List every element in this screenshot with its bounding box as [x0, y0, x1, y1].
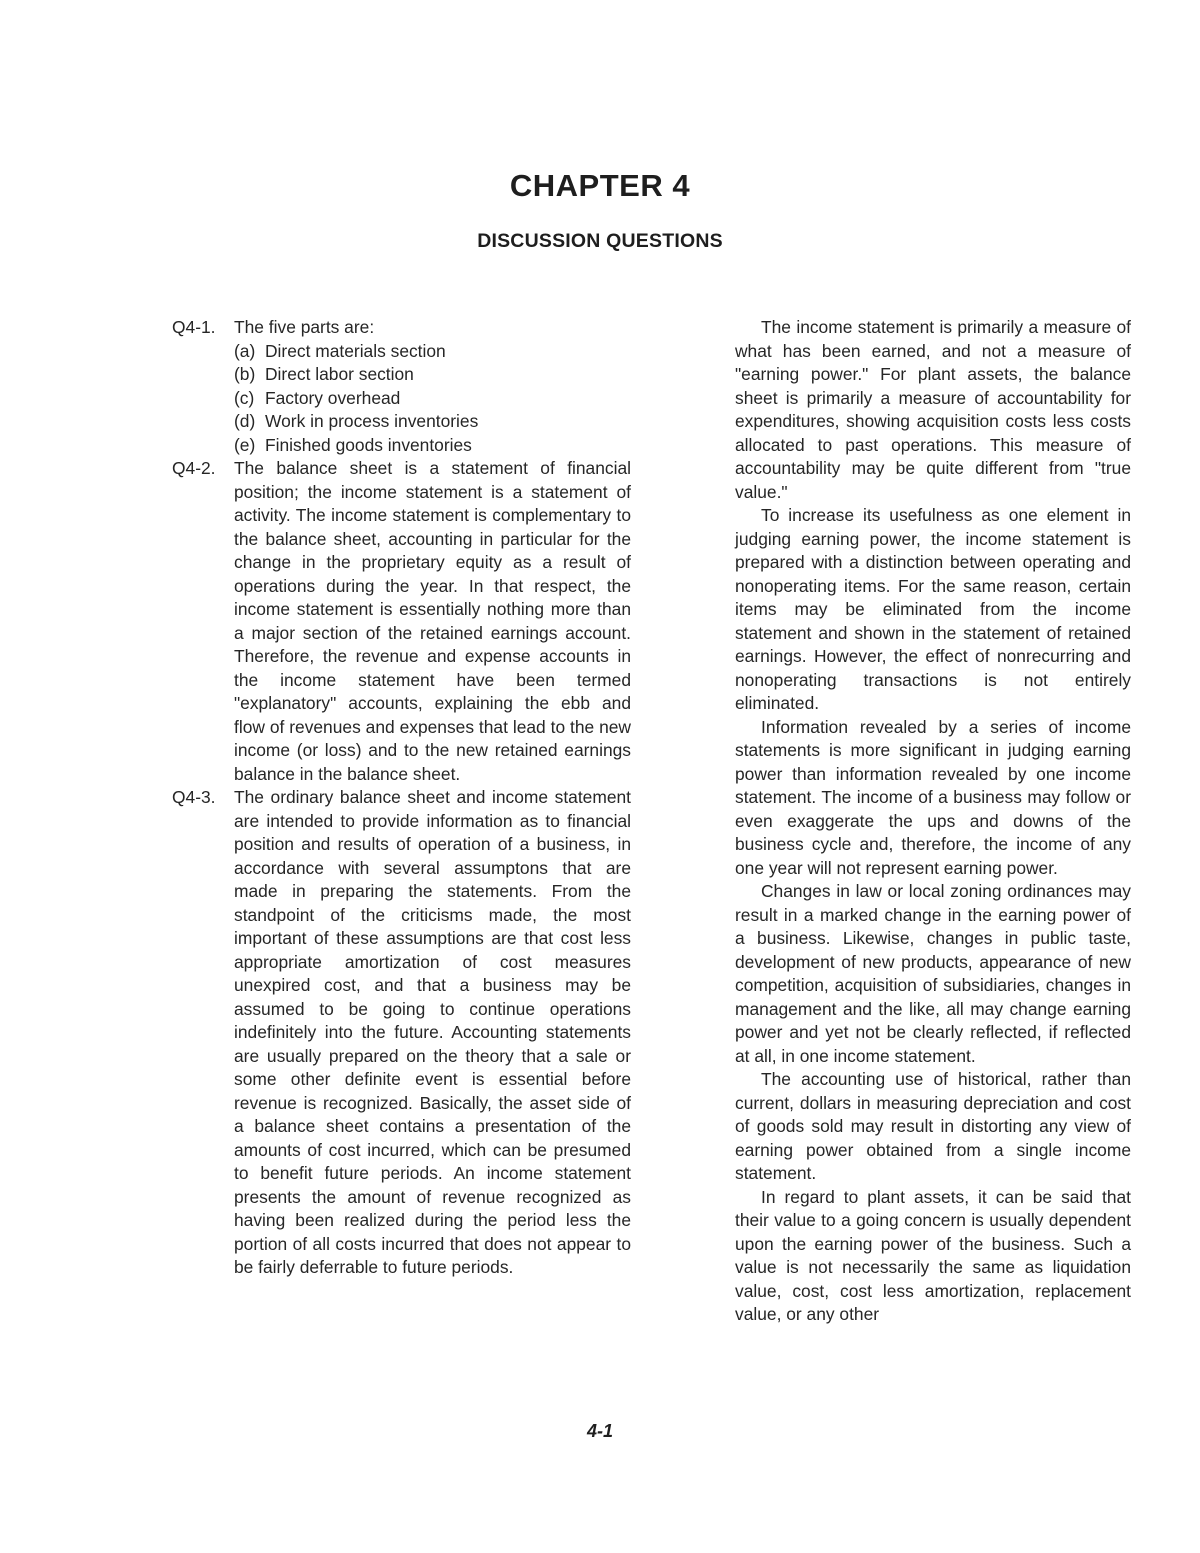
section-title: DISCUSSION QUESTIONS	[477, 230, 723, 252]
paragraph: The accounting use of historical, rather than current, dollars in measuring depreciation and cost of goods sold may result in distorting any view of earning power obtained from a single income statement.	[735, 1069, 1131, 1183]
question-answer: The balance sheet is a statement of financial position; the income statement is a statement of activity. The income statement is complementary to the balance sheet, accounting in particular for the change in the proprietary equity as a result of operations during the year. In that respect, the income statement is essentially nothing more than a major section of the retained earnings account. Therefore, the revenue and expense accounts in the income statement have been termed "explanatory" accounts, explaining the ebb and flow of revenues and expenses that lead to the new income (or loss) and to the new retained earnings balance in the balance sheet.	[234, 458, 631, 784]
list-item-text: Direct materials section	[265, 340, 446, 361]
question-q4-2	[172, 457, 631, 786]
question-q4-1	[172, 316, 631, 340]
list-item-letter: (e)	[234, 434, 256, 455]
list-item-text: Direct labor section	[265, 364, 414, 384]
list-item-text: Finished goods inventories	[265, 434, 472, 455]
list-item-text: Factory overhead	[265, 387, 401, 408]
right-column	[735, 316, 1131, 1327]
list-item-letter: (d)	[234, 411, 256, 431]
paragraph: The income statement is primarily a measure of what has been earned, and not a measure of "earning power." For plant assets, the balance sheet is primarily a measure of accountability for expenditures, showing acquisition costs less costs allocated to past operations. This measure of accountability may be quite different from "true value."	[735, 317, 1131, 502]
parts-list	[172, 340, 631, 458]
question-answer: The ordinary balance sheet and income statement are intended to provide information as to financial position and results of operation of a business, in accordance with several assumptons that are made in preparing the statements. From the standpoint of the criticisms made, the most important of these assumptions are that cost less appropriate amortization of cost measures unexpired cost, and that a business may be assumed to be going to continue operations indefinitely into the future. Accounting statements are usually prepared on the theory that a sale or some other definite event is essential before revenue is recognized. Basically, the asset side of a balance sheet contains a presentation of the amounts of cost incurred, which can be presumed to benefit future periods. An income statement presents the amount of revenue recognized as having been realized during the period less the portion of all costs incurred that does not appear to be fairly deferrable to future periods.	[234, 787, 631, 1277]
list-item	[172, 387, 631, 411]
paragraph: To increase its usefulness as one element in judging earning power, the income statement is prepared with a distinction between operating and nonoperating items. For the same reason, certain items may be eliminated from the income statement and shown in the statement of retained earnings. However, the effect of nonrecurring and nonoperating transactions is not entirely eliminated.	[735, 505, 1131, 713]
paragraph: In regard to plant assets, it can be said that their value to a going concern is usually dependent upon the earning power of the business. Such a value is not necessarily the same as liquidation value, cost, cost less amortization, replacement value, or any other	[735, 1186, 1131, 1324]
list-item	[172, 410, 631, 434]
list-item-letter: (a)	[234, 340, 256, 361]
question-q4-3	[172, 786, 631, 1280]
list-item	[172, 434, 631, 458]
chapter-title: CHAPTER 4	[509, 168, 691, 203]
list-item-text: Work in process inventories	[265, 411, 479, 431]
question-number: Q4-2.	[172, 458, 216, 478]
paragraph: Changes in law or local zoning ordinances may result in a marked change in the earning power of a business. Likewise, changes in public taste, development of new products, appearance of new competition, acquisition of subsidiaries, changes in management and the like, all may change earning power and yet not be clearly reflected, if reflected at all, in one income statement.	[735, 881, 1131, 1066]
list-item-letter: (b)	[234, 364, 256, 384]
left-column	[172, 316, 631, 1280]
question-number: Q4-1.	[172, 317, 216, 337]
list-item	[172, 340, 631, 364]
question-number: Q4-3.	[172, 787, 216, 807]
page-number: 4-1	[586, 1421, 613, 1441]
list-item	[172, 363, 631, 387]
paragraph: Information revealed by a series of income statements is more significant in judging earning power than information revealed by one income statement. The income of a business may follow or even exaggerate the ups and downs of the business cycle and, therefore, the income of any one year will not represent earning power.	[735, 716, 1131, 878]
question-intro: The five parts are:	[234, 317, 375, 337]
list-item-letter: (c)	[234, 387, 255, 408]
